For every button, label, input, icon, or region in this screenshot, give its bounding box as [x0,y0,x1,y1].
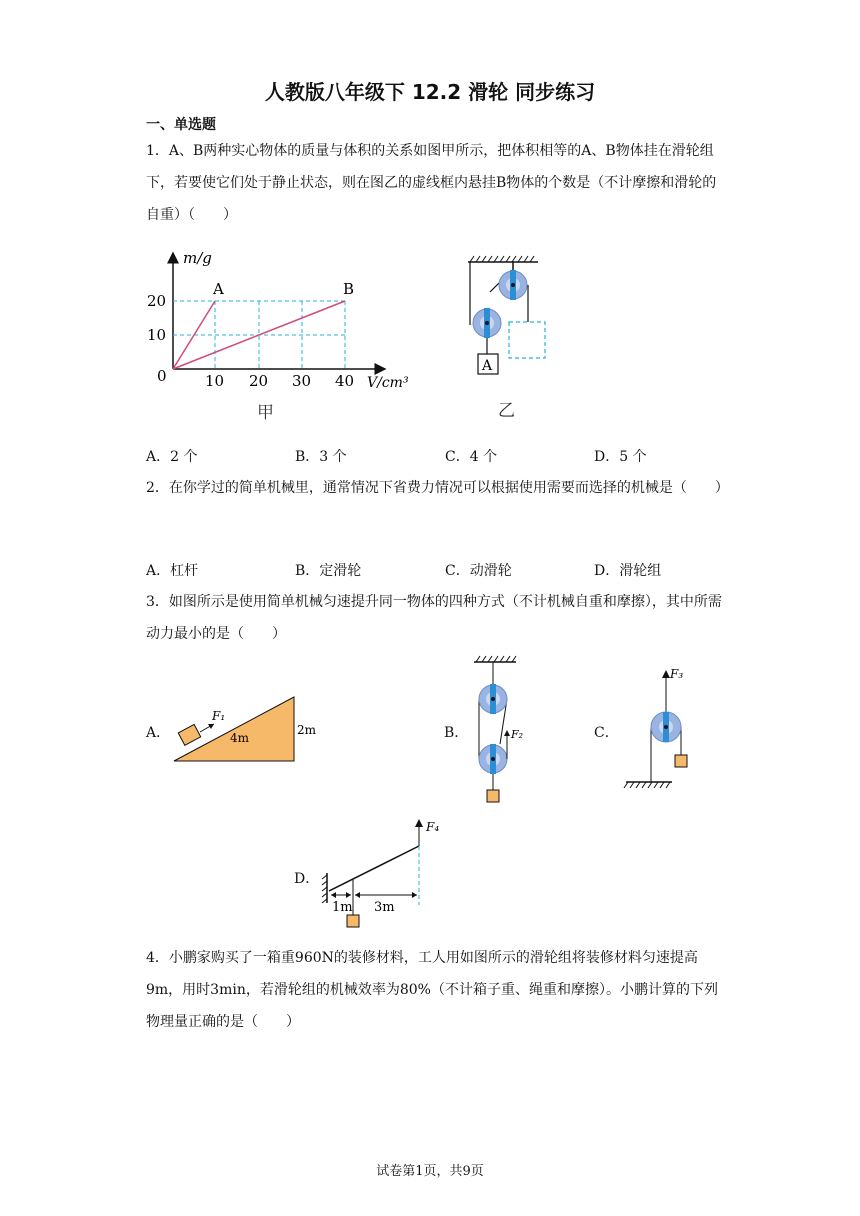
question-3-text: 3．如图所示是使用简单机械匀速提升同一物体的四种方式（不计机械自重和摩擦），其中所需动力最小的是（ ） [146,594,722,642]
lever-length-2: 3m [374,900,395,915]
question-2-text: 2．在你学过的简单机械里，通常情况下省费力情况可以根据使用需要而选择的机械是（ ） [146,480,729,496]
q2-option-a: A．杠杆 [146,563,199,579]
question-1-text: 1．A、B两种实心物体的质量与体积的关系如图甲所示，把体积相等的A、B物体挂在滑轮组下，若要使它们处于静止状态，则在图乙的虚线框内悬挂B物体的个数是（不计摩擦和滑轮的自重）（ ） [146,143,717,223]
force-f4: F₄ [426,820,440,834]
origin-label: 0 [157,367,167,385]
q1-option-b: B．3 个 [295,449,347,465]
figure-yi-caption: 乙 [498,401,515,421]
x-tick-30: 30 [292,372,312,390]
force-f3: F₃ [670,667,684,681]
page-title: 人教版八年级下 12.2 滑轮 同步练习 [264,80,596,104]
x-tick-20: 20 [249,372,269,390]
section-heading: 一、单选题 [146,117,216,133]
figure-jia-caption: 甲 [257,403,274,423]
y-tick-20: 20 [147,292,167,310]
x-tick-40: 40 [335,372,355,390]
q2-option-c: C．动滑轮 [445,563,512,579]
x-tick-10: 10 [205,372,225,390]
q1-option-c: C．4 个 [445,449,498,465]
point-a-label: A [213,280,224,298]
q3-label-d: D． [294,871,320,887]
q3-label-a: A． [146,725,171,741]
q1-option-a: A．2 个 [146,449,198,465]
q2-option-d: D．滑轮组 [594,563,662,579]
force-f2: F₂ [511,728,524,741]
figure-movable-pulley [620,660,700,795]
y-tick-10: 10 [147,326,167,344]
slope-length: 4m [230,731,250,745]
box-a-label: A [482,358,493,374]
figure-incline [170,690,330,770]
q3-label-c: C． [594,725,619,741]
q1-option-d: D．5 个 [594,449,647,465]
point-b-label: B [343,280,355,298]
figure-pulley-block [468,652,528,807]
lever-length-1: 1m [332,900,353,915]
question-4-text: 4．小鹏家购买了一箱重960N的装修材料，工人用如图所示的滑轮组将装修材料匀速提高9m，用时3min，若滑轮组的机械效率为80%（不计箱子重、绳重和摩擦）。小鹏计算的下列物理量正确的是（ ） [146,950,718,1030]
force-f1: F₁ [212,709,226,723]
dashed-box [509,322,545,358]
x-axis-label: V/cm³ [367,375,409,391]
incline-height: 2m [297,723,317,737]
page-footer: 试卷第1页，共9页 [376,1164,484,1179]
q2-option-b: B．定滑轮 [295,563,362,579]
q3-label-b: B． [444,725,469,741]
figure-jia-graph [145,245,435,430]
figure-lever [318,815,458,935]
y-axis-label: m/g [183,249,212,267]
figure-yi-pulley [460,250,560,425]
